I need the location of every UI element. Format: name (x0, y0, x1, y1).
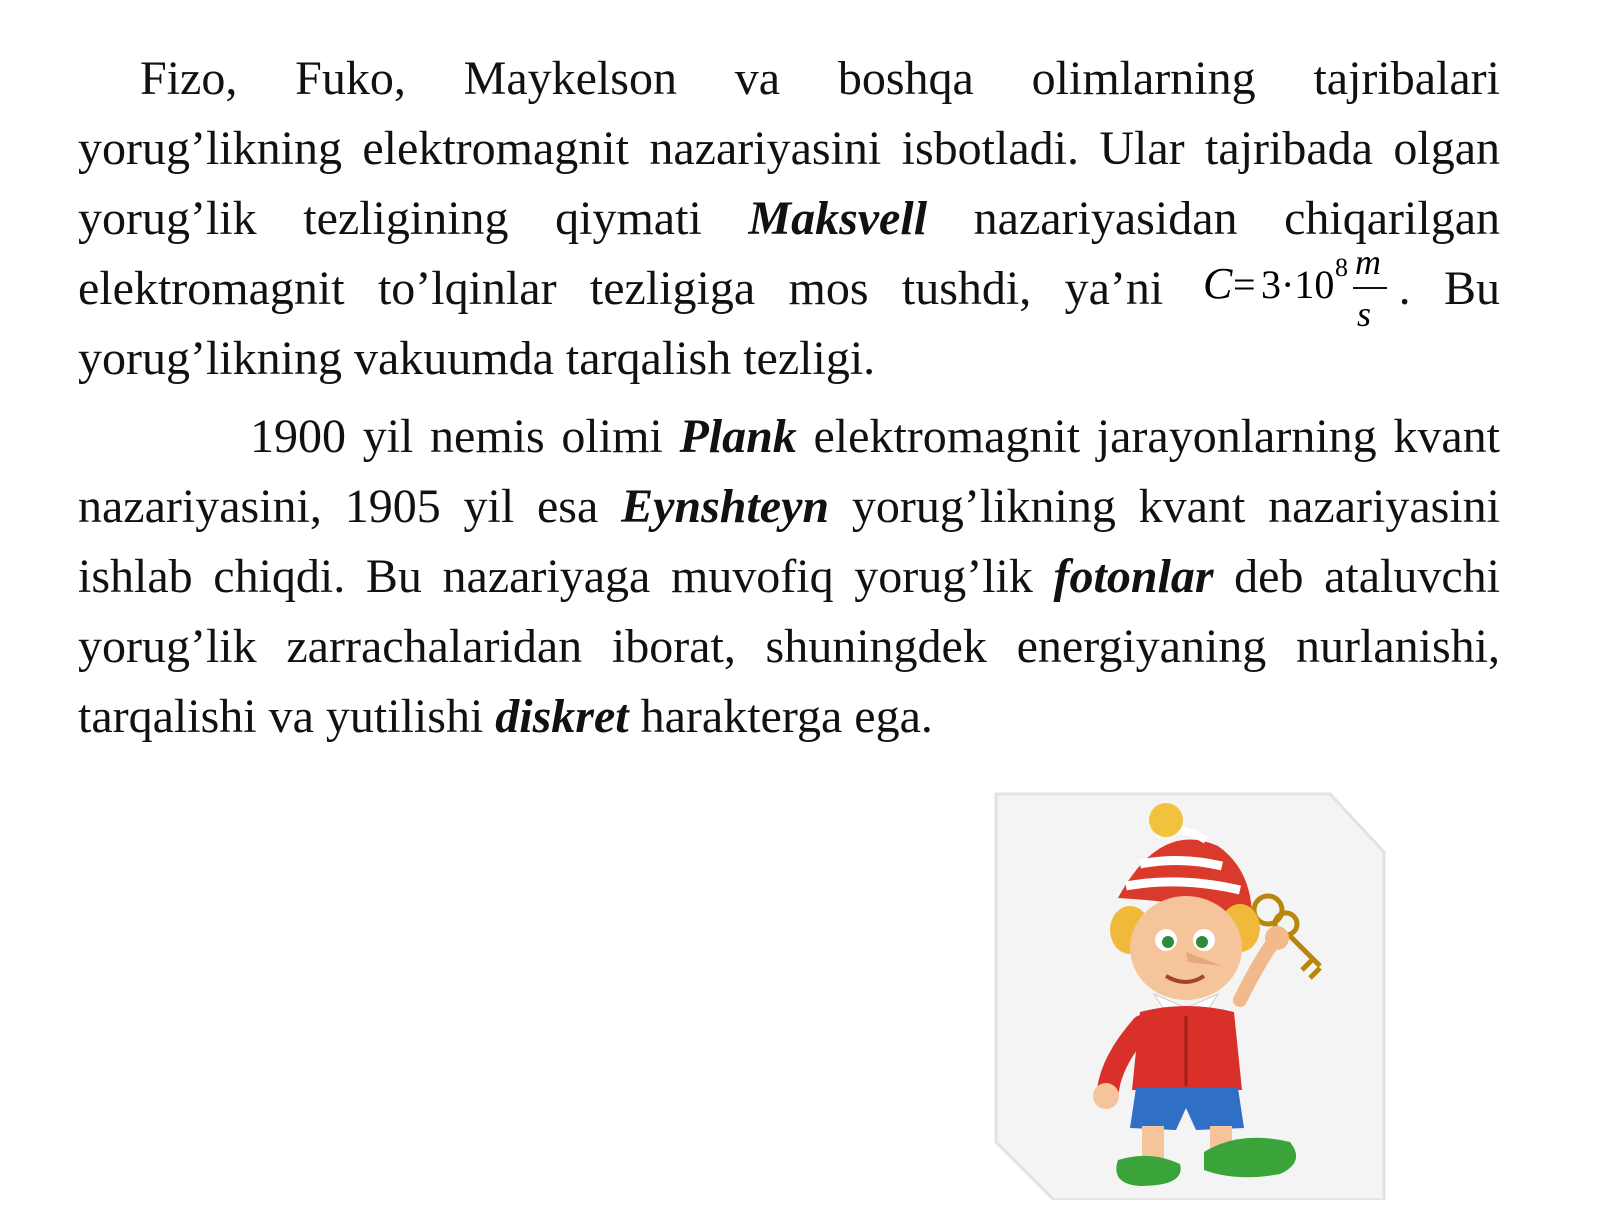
document-text (78, 44, 1500, 752)
formula-unit-denominator: s (1356, 294, 1371, 334)
paragraph2-text-b: elektromagnit jarayonlarning kvant nazariyasini, 1905 yil esa (78, 410, 1501, 533)
paragraph2-text-e: harakterga ega. (628, 690, 933, 743)
paragraph-quantum-theory (78, 402, 1500, 752)
formula-unit-numerator: m (1354, 254, 1381, 282)
paragraph1-text-c: . Bu yorug’likning vakuumda tarqalish tezligi. (78, 262, 1501, 385)
paragraph2-text-d: deb ataluvchi yorug’lik zarrachalaridan iborat, shuningdek energiyaning nurlanishi, tarqalishi va yutilishi (78, 550, 1500, 743)
formula-symbol: C (1202, 259, 1232, 308)
term-maksvell: Maksvell (748, 192, 928, 245)
speed-of-light-formula (1197, 254, 1397, 334)
term-diskret: diskret (495, 690, 629, 743)
paragraph2-text-a: 1900 yil nemis olimi (250, 410, 680, 463)
formula-exponent: 8 (1334, 254, 1348, 282)
term-eynshteyn: Eynshteyn (621, 480, 830, 533)
formula-equals: = (1232, 262, 1256, 307)
paragraph1-text-b: nazariyasidan chiqarilgan elektromagnit to’lqinlar tezligiga mos tushdi, ya’ni (78, 192, 1501, 315)
term-fotonlar: fotonlar (1053, 550, 1214, 603)
paragraph2-text-c: yorug’likning kvant nazariyasini ishlab chiqdi. Bu nazariyaga muvofiq yorug’lik (78, 480, 1500, 603)
paragraph-light-speed (78, 44, 1500, 394)
formula-coefficient: 3·10 (1260, 262, 1334, 307)
term-plank: Plank (679, 410, 797, 463)
paragraph1-text-a: Fizo, Fuko, Maykelson va boshqa olimlarning tajribalari yorug’likning elektromagnit nazariyasini isbotladi. Ular tajribada olgan yorug’lik tezligining qiymati (78, 52, 1500, 245)
cartoon-boy-with-key-icon (990, 790, 1390, 1200)
